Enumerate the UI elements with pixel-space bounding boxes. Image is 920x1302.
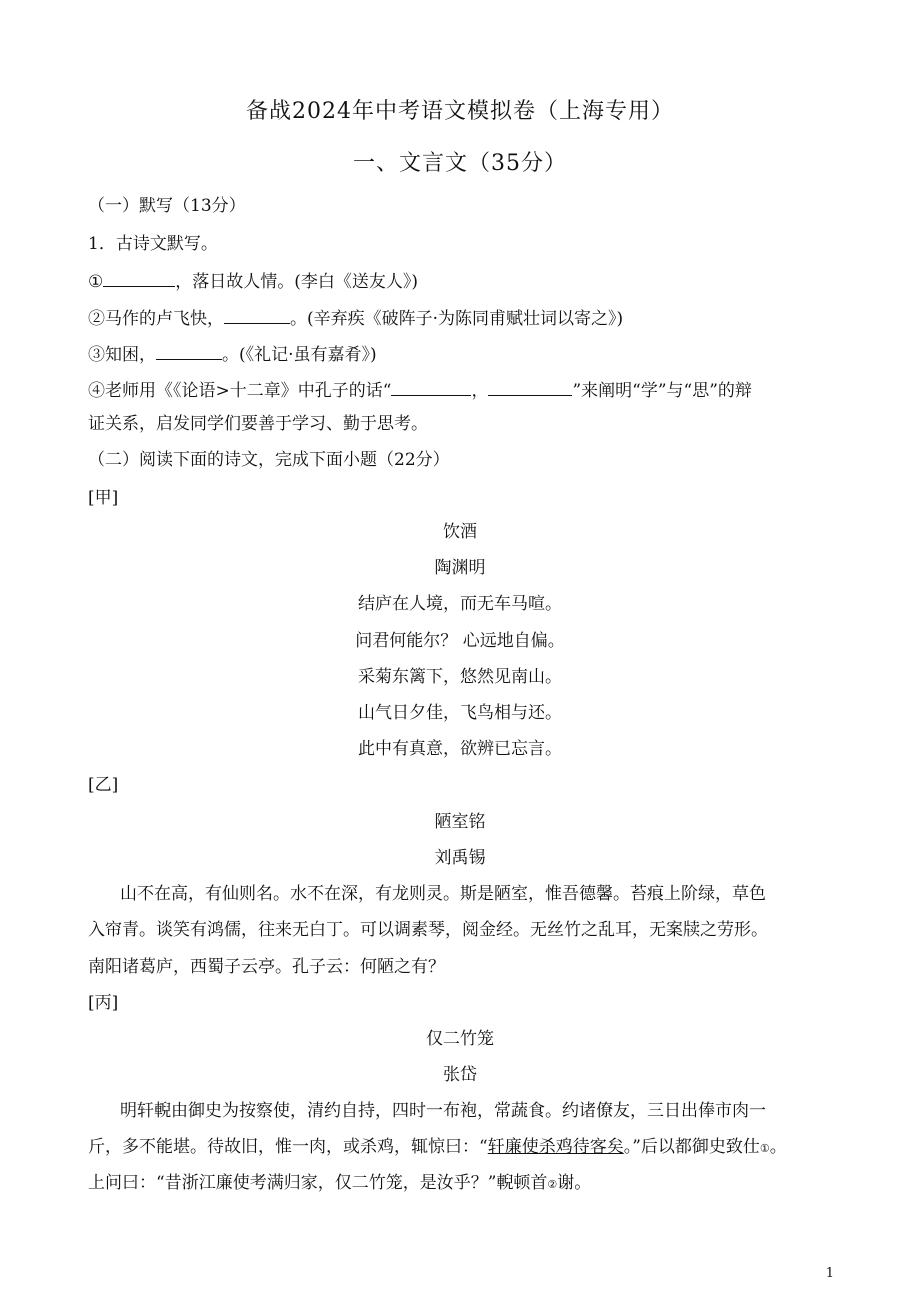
poem-author: 陶渊明	[434, 558, 486, 578]
section-title: 一、文言文（35分）	[353, 151, 567, 176]
answer-blank[interactable]	[224, 305, 290, 324]
poem-line: 采菊东篱下，悠然见南山。	[358, 667, 562, 687]
answer-blank[interactable]	[391, 377, 471, 396]
label-bing: [丙]	[88, 993, 119, 1013]
poem-line: 此中有真意，欲辨已忘言。	[358, 739, 562, 759]
poem-line: 山气日夕佳，飞鸟相与还。	[358, 703, 562, 723]
item-prefix: ③知困，	[88, 345, 156, 365]
part1-heading: （一）默写（13分）	[88, 196, 246, 216]
essay-line	[88, 1135, 787, 1161]
essay-author: 刘禹锡	[434, 848, 486, 868]
essay-line: 明轩輗由御史为按察使，清约自持，四时一布袍，常蔬食。约诸僚友，三日出俸市肉一	[120, 1101, 766, 1121]
essay-line	[88, 1171, 591, 1197]
footnote-marker: ②	[547, 1178, 558, 1191]
item-suffix: 。(《礼记·虽有嘉肴》)	[222, 345, 377, 365]
recite-item-2	[88, 305, 623, 331]
item-separator: ，	[471, 381, 489, 401]
recite-item-4-cont: 证关系，启发同学们要善于学习、勤于思考。	[88, 414, 428, 434]
document-title: 备战2024年中考语文模拟卷（上海专用）	[246, 99, 674, 124]
essay-line: 入帘青。谈笑有鸿儒，往来无白丁。可以调素琴，阅金经。无丝竹之乱耳，无案牍之劳形。	[88, 920, 768, 940]
text-segment: 上问曰：“昔浙江廉使考满归家，仅二竹笼，是汝乎？”輗顿首	[88, 1173, 548, 1193]
underlined-sentence: 轩廉使杀鸡待客矣	[487, 1137, 624, 1157]
answer-blank[interactable]	[156, 341, 222, 360]
essay-title: 仅二竹笼	[426, 1029, 494, 1049]
item-suffix: 。(辛弃疾《破阵子·为陈同甫赋壮词以寄之》)	[290, 309, 624, 329]
item-prefix: ④老师用《《论语>十二章》中孔子的话“	[88, 381, 392, 401]
footnote-marker: ①	[759, 1142, 770, 1155]
item-suffix: ，落日故人情。(李白《送友人》)	[175, 272, 419, 292]
page-number: 1	[825, 1266, 834, 1281]
item-prefix: ①	[88, 272, 104, 292]
text-segment: 斤，多不能堪。待故旧，惟一肉，或杀鸡，辄惊曰：“	[88, 1137, 488, 1157]
recite-item-3	[88, 341, 377, 367]
item-suffix: ”来阐明“学”与“思”的辩	[572, 381, 752, 401]
text-segment: 。”后以都御史致仕	[623, 1137, 760, 1157]
recite-item-1	[88, 268, 418, 294]
text-segment: 。	[769, 1137, 787, 1157]
answer-blank[interactable]	[488, 377, 572, 396]
essay-line: 南阳诸葛庐，西蜀子云亭。孔子云：何陋之有？	[88, 957, 445, 977]
item-prefix: ②马作的卢飞快，	[88, 309, 224, 329]
essay-title: 陋室铭	[434, 812, 486, 832]
answer-blank[interactable]	[103, 268, 175, 287]
poem-title: 饮酒	[443, 522, 477, 542]
label-jia: [甲]	[88, 488, 119, 508]
poem-line: 结庐在人境，而无车马喧。	[358, 594, 562, 614]
essay-line: 山不在高，有仙则名。水不在深，有龙则灵。斯是陋室，惟吾德馨。苔痕上阶绿，草色	[120, 884, 766, 904]
question-1: 1．古诗文默写。	[88, 234, 218, 254]
recite-item-4	[88, 377, 752, 403]
essay-author: 张岱	[443, 1065, 477, 1085]
part2-heading: （二）阅读下面的诗文，完成下面小题（22分）	[88, 450, 450, 470]
poem-line: 问君何能尔？ 心远地自偏。	[355, 631, 565, 651]
text-segment: 谢。	[557, 1173, 592, 1193]
label-yi: [乙]	[88, 775, 119, 795]
